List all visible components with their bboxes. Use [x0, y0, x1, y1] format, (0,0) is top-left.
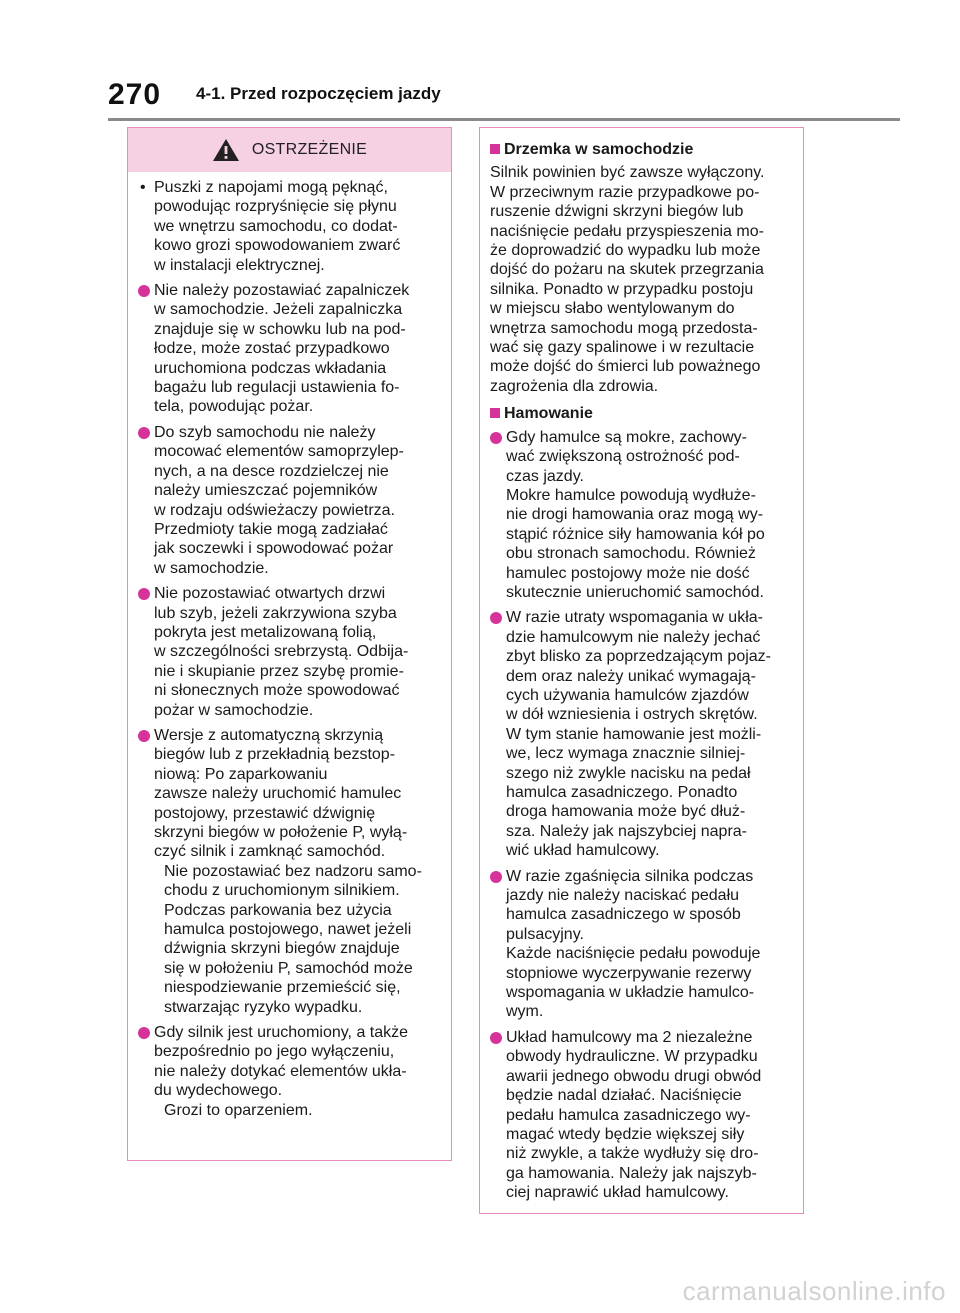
warning-item	[138, 726, 443, 1017]
text-line: sza. Należy jak najszybciej napra-	[506, 822, 747, 840]
text-line: Wersje z automatyczną skrzynią	[154, 726, 384, 744]
text-line: w dół wzniesienia i ostrych skrętów.	[506, 706, 758, 724]
text-line: wać się gazy spalinowe i w rezultacie	[490, 339, 755, 357]
text-line: silnika. Ponadto w przypadku postoju	[490, 280, 754, 298]
heading-hamowanie: Hamowanie	[490, 404, 795, 423]
text-line: mocować elementów samoprzylep-	[154, 443, 404, 461]
text-line: hamulca postojowego, nawet jeżeli	[164, 921, 412, 939]
hamowanie-list	[490, 428, 795, 1203]
warning-header	[128, 128, 451, 172]
square-marker-icon	[490, 408, 500, 418]
warning-content	[128, 172, 451, 1120]
text-line: stopniowe wyczerpywanie rezerwy	[506, 964, 752, 982]
dot-marker-icon	[138, 427, 150, 439]
warning-item	[138, 1023, 443, 1120]
text-line: niespodziewanie przemieścić się,	[164, 979, 401, 997]
brake-item	[490, 608, 795, 860]
info-box	[479, 127, 804, 1214]
text-line: nych, a na desce rozdzielczej nie	[154, 462, 389, 480]
text-line: hamulca zasadniczego. Ponadto	[506, 784, 738, 801]
text-line: dźwignia skrzyni biegów znajduje	[164, 940, 400, 958]
text-line: ciej naprawić układ hamulcowy.	[506, 1184, 729, 1202]
text-line: kowo grozi spowodowaniem zwarć	[154, 237, 401, 255]
page-number: 270	[108, 78, 162, 111]
dot-marker-icon	[490, 871, 502, 883]
text-line: szego niż zwykle nacisku na pedał	[506, 764, 751, 782]
text-line: magać wtedy będzie większej siły	[506, 1125, 745, 1143]
text-line: zbyt blisko za poprzedzającym pojaz-	[506, 648, 772, 666]
warning-title: OSTRZEŻENIE	[251, 141, 368, 158]
section-title: 4-1. Przed rozpoczęciem jazdy	[196, 84, 441, 103]
heading-drzemka: Drzemka w samochodzie	[490, 140, 795, 159]
text-line: czas jazdy.	[506, 467, 584, 485]
watermark: carmanualsonline.info	[682, 1276, 946, 1306]
text-line: pulsacyjny.	[506, 925, 584, 943]
text-line: Puszki z napojami mogą pęknąć,	[154, 179, 388, 196]
text-line: uruchomiona podczas wkładania	[154, 359, 387, 377]
text-line: hamulca zasadniczego w sposób	[506, 906, 741, 924]
text-line: W przeciwnym razie przypadkowe po-	[490, 183, 760, 201]
text-line: Do szyb samochodu nie należy	[154, 423, 376, 441]
text-line: stwarzając ryzyko wypadku.	[164, 998, 363, 1016]
text-line: lub szyb, jeżeli zakrzywiona szyba	[154, 604, 397, 622]
text-line: niową: Po zaparkowaniu	[154, 765, 328, 783]
text-line: nie drogi hamowania oraz mogą wy-	[506, 506, 764, 524]
warning-item	[138, 178, 443, 275]
text-line: zawsze należy uruchomić hamulec	[154, 785, 402, 803]
text-line: niż zwykle, a także wydłuży się dro-	[506, 1145, 759, 1163]
text-line: Nie należy pozostawiać zapalniczek	[154, 282, 410, 300]
text-line: we wnętrzu samochodu, co dodat-	[154, 217, 398, 235]
text-line: może dojść do śmierci lub poważnego	[490, 358, 761, 376]
text-line: nie i skupianie przez szybę promie-	[154, 662, 404, 680]
text-line: stąpić różnice siły hamowania kół po	[506, 525, 765, 543]
text-line: się w położeniu P, samochód może	[164, 959, 413, 977]
text-line: W razie utraty wspomagania w ukła-	[506, 609, 763, 627]
warning-box	[127, 127, 452, 1161]
text-line: łodze, może zostać przypadkowo	[154, 340, 390, 358]
drzemka-paragraph	[490, 163, 795, 396]
text-line: dem oraz należy unikać wymagają-	[506, 667, 756, 685]
text-line: postojowy, przestawić dźwignię	[154, 804, 376, 822]
text-line: dojść do pożaru na skutek przegrzania	[490, 261, 764, 279]
text-line: bezpośrednio po jego wyłączeniu,	[154, 1043, 395, 1061]
text-line: du wydechowego.	[154, 1082, 283, 1100]
text-line: Nie pozostawiać otwartych drzwi	[154, 585, 386, 603]
text-line: w szczególności srebrzystą. Odbija-	[154, 643, 409, 661]
text-line: w miejscu słabo wentylowanym do	[490, 300, 735, 318]
text-line: tela, powodując pożar.	[154, 398, 314, 416]
text-line: W tym stanie hamowanie jest możli-	[506, 725, 762, 743]
text-line: ruszenie dźwigni skrzyni biegów lub	[490, 203, 744, 221]
text-line: Gdy silnik jest uruchomiony, a także	[154, 1024, 409, 1042]
text-line: Grozi to oparzeniem.	[164, 1101, 313, 1119]
text-line: dzie hamulcowym nie należy jechać	[506, 628, 761, 646]
text-line: ni słonecznych może spowodować	[154, 682, 400, 700]
text-line: Podczas parkowania bez użycia	[164, 901, 392, 919]
warning-triangle-icon	[212, 138, 240, 162]
warning-item	[138, 281, 443, 417]
text-line: jazdy nie należy naciskać pedału	[506, 887, 740, 905]
text-line: pedału hamulca zasadniczego wy-	[506, 1106, 751, 1124]
text-line: skutecznie unieruchomić samochód.	[506, 583, 764, 601]
text-line: obwody hydrauliczne. W przypadku	[506, 1048, 758, 1066]
text-line: obu stronach samochodu. Również	[506, 545, 756, 563]
brake-item	[490, 867, 795, 1022]
text-line: we, lecz wymaga znacznie silniej-	[506, 745, 746, 763]
text-line: jak soczewki i spowodować pożar	[154, 540, 394, 558]
text-line: pożar w samochodzie.	[154, 701, 314, 719]
text-line: bagażu lub regulacji ustawienia fo-	[154, 379, 400, 397]
dot-marker-icon	[138, 588, 150, 600]
dot-marker-icon	[138, 1027, 150, 1039]
text-line: skrzyni biegów w położenie P, wyłą-	[154, 824, 408, 841]
text-line: należy umieszczać pojemników	[154, 482, 378, 500]
text-line: w instalacji elektrycznej.	[154, 256, 325, 274]
page-header	[108, 78, 908, 118]
text-line: droga hamowania może być dłuż-	[506, 803, 746, 821]
text-line: awarii jednego obwodu drugi obwód	[506, 1067, 762, 1085]
text-line: wnętrza samochodu mogą przedosta-	[490, 319, 758, 337]
bullet-marker-icon: •	[140, 179, 146, 196]
text-line: Układ hamulcowy ma 2 niezależne	[506, 1028, 753, 1046]
text-line: pokryta jest metalizowaną folią,	[154, 623, 377, 641]
text-line: Silnik powinien być zawsze wyłączony.	[490, 164, 765, 182]
text-line: w samochodzie. Jeżeli zapalniczka	[154, 301, 403, 319]
warning-item	[138, 584, 443, 720]
text-line: cych używania hamulców zjazdów	[506, 686, 749, 704]
text-line: biegów lub z przekładnią bezstop-	[154, 746, 396, 764]
dot-marker-icon	[490, 432, 502, 444]
text-line: powodując rozpryśnięcie się płynu	[154, 198, 397, 216]
square-marker-icon	[490, 144, 500, 154]
text-line: wym.	[506, 1003, 544, 1021]
text-line: Mokre hamulce powodują wydłuże-	[506, 486, 756, 504]
text-line: wić układ hamulcowy.	[506, 842, 660, 860]
header-rule	[108, 118, 900, 121]
text-line: ga hamowania. Należy jak najszyb-	[506, 1164, 757, 1182]
text-line: czyć silnik i zamknąć samochód.	[154, 843, 386, 861]
text-line: zagrożenia dla zdrowia.	[490, 377, 659, 395]
text-line: chodu z uruchomionym silnikiem.	[164, 882, 400, 900]
warning-item	[138, 423, 443, 578]
text-line: będzie nadal działać. Naciśnięcie	[506, 1087, 742, 1105]
text-line: wspomagania w układzie hamulco-	[506, 984, 755, 1002]
text-line: w rodzaju odświeżaczy powietrza.	[154, 501, 395, 519]
brake-item	[490, 1028, 795, 1203]
dot-marker-icon	[138, 285, 150, 297]
dot-marker-icon	[490, 1032, 502, 1044]
brake-item	[490, 428, 795, 603]
text-line: hamulec postojowy może nie dość	[506, 564, 750, 582]
text-line: W razie zgaśnięcia silnika podczas	[506, 867, 754, 885]
dot-marker-icon	[490, 612, 502, 624]
dot-marker-icon	[138, 730, 150, 742]
text-line: w samochodzie.	[154, 559, 269, 577]
text-line: Nie pozostawiać bez nadzoru samo-	[164, 862, 422, 880]
text-line: Każde naciśnięcie pedału powoduje	[506, 945, 761, 963]
text-line: Gdy hamulce są mokre, zachowy-	[506, 428, 747, 446]
text-line: nie należy dotykać elementów ukła-	[154, 1062, 407, 1080]
text-line: naciśnięcie pedału przyspieszenia mo-	[490, 222, 764, 240]
info-content	[480, 128, 803, 1203]
text-line: że doprowadzić do wypadku lub może	[490, 242, 761, 260]
text-line: Przedmioty takie mogą zadziałać	[154, 520, 388, 538]
text-line: znajduje się w schowku lub na pod-	[154, 320, 406, 338]
text-line: wać zwiększoną ostrożność pod-	[506, 448, 740, 466]
